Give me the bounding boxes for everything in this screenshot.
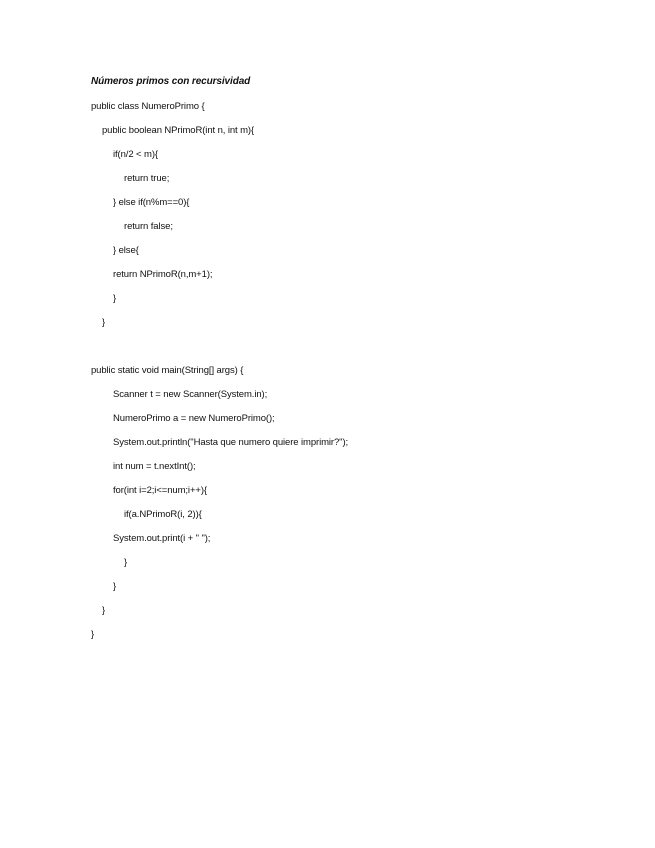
code-line-scanner: Scanner t = new Scanner(System.in);: [113, 389, 268, 400]
code-line-recursive-return: return NPrimoR(n,m+1);: [113, 269, 213, 280]
code-line-else-if: } else if(n%m==0){: [113, 197, 190, 208]
code-line-close-else: }: [113, 293, 117, 304]
code-line-else: } else{: [113, 245, 139, 256]
code-line-if-prime: if(a.NPrimoR(i, 2)){: [124, 509, 202, 520]
code-line-main-declaration: public static void main(String[] args) {: [91, 365, 244, 376]
code-line-close-class: }: [91, 629, 95, 640]
code-line-close-main: }: [102, 605, 106, 616]
code-line-next-int: int num = t.nextInt();: [113, 461, 196, 472]
code-line-close-method: }: [102, 317, 106, 328]
code-line-close-if: }: [124, 557, 128, 568]
code-line-new-object: NumeroPrimo a = new NumeroPrimo();: [113, 413, 275, 424]
code-line-for-loop: for(int i=2;i<=num;i++){: [113, 485, 207, 496]
code-line-if-condition: if(n/2 < m){: [113, 149, 158, 160]
code-line-println: System.out.println("Hasta que numero quiere imprimir?");: [113, 437, 349, 448]
code-line-print: System.out.print(i + " ");: [113, 533, 211, 544]
code-line-class-declaration: public class NumeroPrimo {: [91, 101, 205, 112]
document-title: Números primos con recursividad: [91, 76, 251, 87]
code-line-return-true: return true;: [124, 173, 170, 184]
code-line-close-for: }: [113, 581, 117, 592]
code-line-return-false: return false;: [124, 221, 173, 232]
code-line-method-declaration: public boolean NPrimoR(int n, int m){: [102, 125, 255, 136]
